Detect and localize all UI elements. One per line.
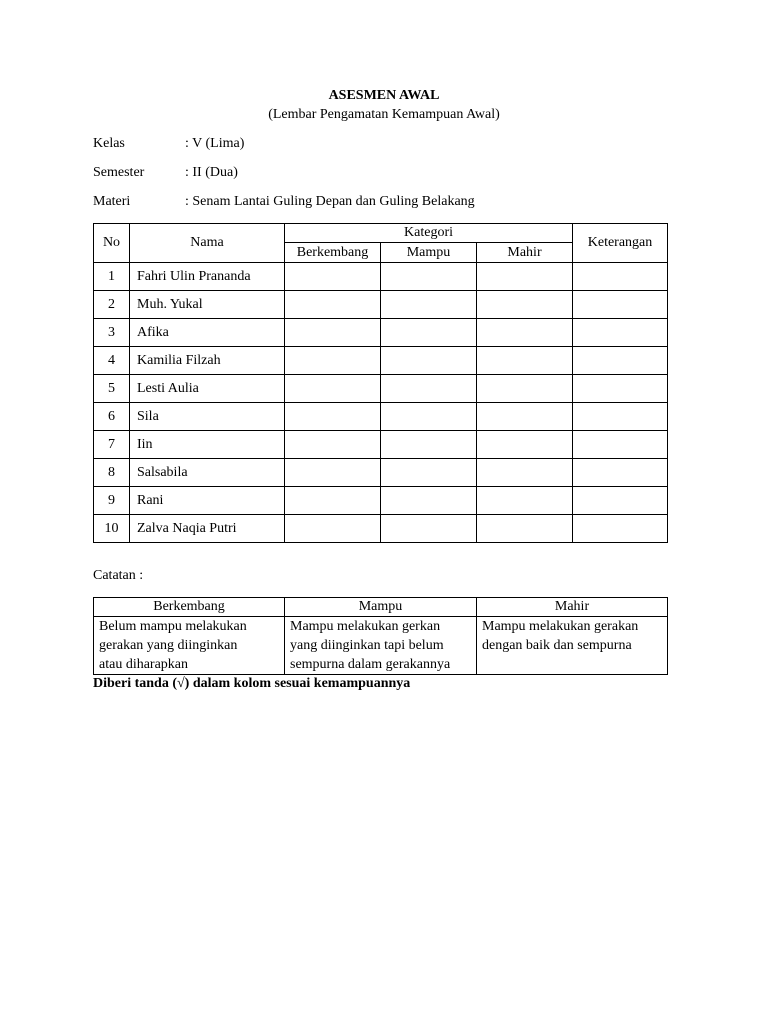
desc-line: dengan baik dan sempurna (482, 638, 632, 653)
cell-keterangan[interactable] (573, 403, 668, 431)
desc-line: sempurna dalam gerakannya (290, 657, 451, 672)
table-row (94, 515, 668, 543)
cell-keterangan[interactable] (573, 375, 668, 403)
kelas-label: Kelas (93, 136, 125, 151)
row-no: 8 (94, 459, 130, 487)
cell-mampu[interactable] (381, 459, 477, 487)
cell-mampu[interactable] (381, 319, 477, 347)
cell-mampu[interactable] (381, 487, 477, 515)
row-nama: Zalva Naqia Putri (130, 515, 285, 543)
cell-mahir[interactable] (477, 515, 573, 543)
cell-mampu[interactable] (381, 403, 477, 431)
cell-berkembang[interactable] (285, 319, 381, 347)
table-row (94, 347, 668, 375)
cell-berkembang[interactable] (285, 431, 381, 459)
row-nama: Kamilia Filzah (130, 347, 285, 375)
cell-berkembang[interactable] (285, 403, 381, 431)
cell-mahir[interactable] (477, 319, 573, 347)
info-materi (93, 194, 475, 210)
row-nama: Fahri Ulin Prananda (130, 263, 285, 291)
legend-header-mahir: Mahir (477, 598, 668, 617)
cell-mahir[interactable] (477, 459, 573, 487)
table-row (94, 459, 668, 487)
row-nama: Sila (130, 403, 285, 431)
desc-line: Mampu melakukan gerkan (290, 619, 441, 634)
desc-line: atau diharapkan (99, 657, 189, 672)
row-no: 3 (94, 319, 130, 347)
row-no: 7 (94, 431, 130, 459)
semester-value: : II (Dua) (185, 165, 238, 180)
cell-mahir[interactable] (477, 291, 573, 319)
row-no: 1 (94, 263, 130, 291)
semester-label: Semester (93, 165, 145, 180)
cell-berkembang[interactable] (285, 291, 381, 319)
row-nama: Rani (130, 487, 285, 515)
row-no: 10 (94, 515, 130, 543)
table-row (94, 319, 668, 347)
cell-mahir[interactable] (477, 375, 573, 403)
row-no: 6 (94, 403, 130, 431)
materi-value: : Senam Lantai Guling Depan dan Guling Belakang (185, 194, 475, 209)
legend-table (93, 597, 668, 675)
cell-mampu[interactable] (381, 375, 477, 403)
row-nama: Salsabila (130, 459, 285, 487)
cell-mahir[interactable] (477, 347, 573, 375)
materi-label: Materi (93, 194, 131, 209)
cell-keterangan[interactable] (573, 291, 668, 319)
row-nama: Afika (130, 319, 285, 347)
row-nama: Muh. Yukal (130, 291, 285, 319)
header-mampu: Mampu (381, 243, 477, 263)
legend-header-mampu: Mampu (285, 598, 477, 617)
cell-keterangan[interactable] (573, 347, 668, 375)
row-no: 2 (94, 291, 130, 319)
desc-line: gerakan yang diinginkan (99, 638, 238, 653)
cell-keterangan[interactable] (573, 487, 668, 515)
cell-mampu[interactable] (381, 431, 477, 459)
cell-keterangan[interactable] (573, 459, 668, 487)
cell-keterangan[interactable] (573, 431, 668, 459)
header-kategori: Kategori (285, 224, 573, 243)
cell-keterangan[interactable] (573, 319, 668, 347)
instruction-note: Diberi tanda (√) dalam kolom sesuai kemampuannya (93, 676, 411, 691)
cell-berkembang[interactable] (285, 459, 381, 487)
info-kelas (93, 136, 244, 152)
row-nama: Iin (130, 431, 285, 459)
legend-desc-mampu (285, 617, 477, 675)
legend-desc-berkembang (94, 617, 285, 675)
document-subtitle: (Lembar Pengamatan Kemampuan Awal) (268, 107, 500, 122)
cell-mampu[interactable] (381, 347, 477, 375)
header-berkembang: Berkembang (285, 243, 381, 263)
catatan-label: Catatan : (93, 568, 144, 583)
row-no: 4 (94, 347, 130, 375)
cell-berkembang[interactable] (285, 263, 381, 291)
header-mahir: Mahir (477, 243, 573, 263)
cell-mahir[interactable] (477, 431, 573, 459)
table-row (94, 375, 668, 403)
assessment-table (93, 223, 668, 543)
header-nama: Nama (130, 224, 285, 263)
document-title: ASESMEN AWAL (328, 88, 440, 103)
cell-berkembang[interactable] (285, 487, 381, 515)
cell-berkembang[interactable] (285, 375, 381, 403)
cell-mampu[interactable] (381, 291, 477, 319)
table-row (94, 263, 668, 291)
table-row (94, 403, 668, 431)
legend-desc-mahir (477, 617, 668, 675)
row-no: 9 (94, 487, 130, 515)
kelas-value: : V (Lima) (185, 136, 245, 151)
cell-keterangan[interactable] (573, 515, 668, 543)
row-nama: Lesti Aulia (130, 375, 285, 403)
cell-mahir[interactable] (477, 487, 573, 515)
table-row (94, 487, 668, 515)
cell-berkembang[interactable] (285, 515, 381, 543)
header-no: No (94, 224, 130, 263)
table-row (94, 431, 668, 459)
desc-line: yang diinginkan tapi belum (290, 638, 444, 653)
cell-mampu[interactable] (381, 515, 477, 543)
header-keterangan: Keterangan (573, 224, 668, 263)
cell-mahir[interactable] (477, 403, 573, 431)
legend-header-berkembang: Berkembang (94, 598, 285, 617)
info-semester (93, 165, 238, 181)
cell-berkembang[interactable] (285, 347, 381, 375)
cell-mampu[interactable] (381, 263, 477, 291)
desc-line: Belum mampu melakukan (99, 619, 247, 634)
desc-line: Mampu melakukan gerakan (482, 619, 639, 634)
table-row (94, 291, 668, 319)
cell-mahir[interactable] (477, 263, 573, 291)
cell-keterangan[interactable] (573, 263, 668, 291)
row-no: 5 (94, 375, 130, 403)
